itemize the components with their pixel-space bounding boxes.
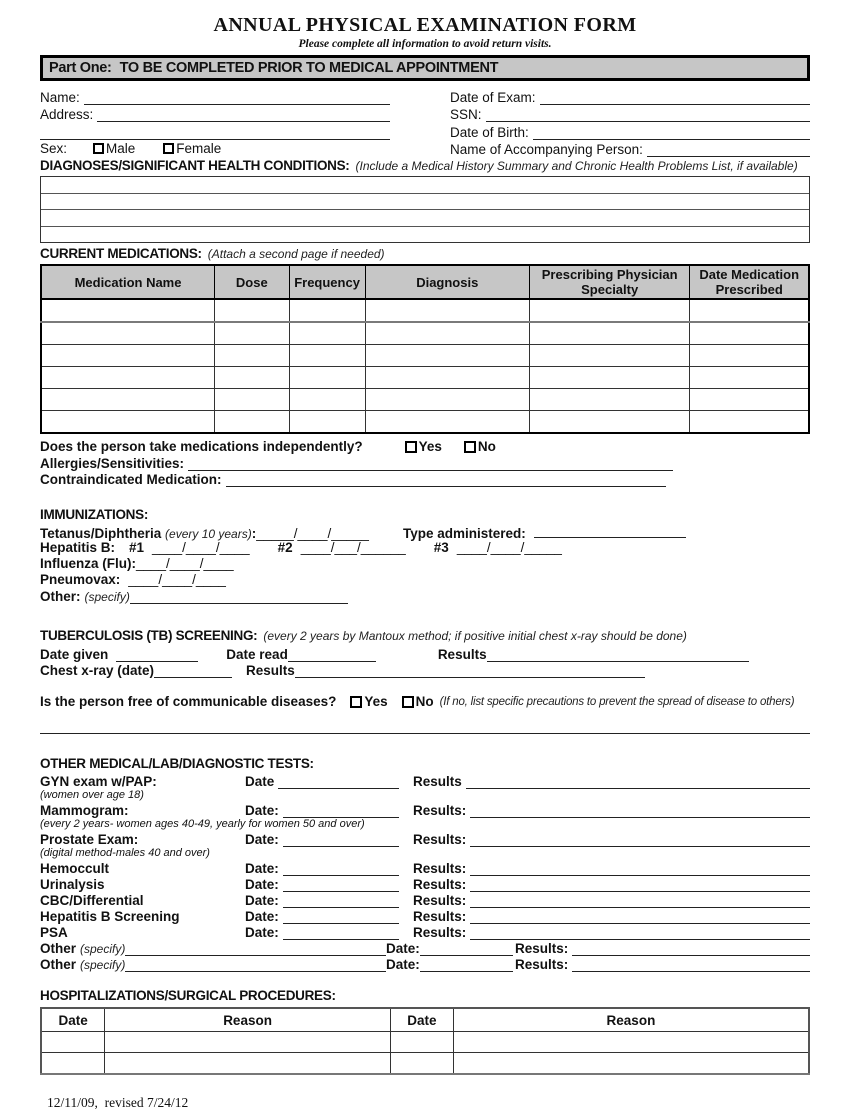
hospitalization-cell[interactable] xyxy=(390,1053,453,1075)
independent-yes-checkbox[interactable] xyxy=(405,441,417,453)
medication-cell[interactable] xyxy=(215,345,289,367)
hosp-col-date2: Date xyxy=(390,1008,453,1032)
medication-cell[interactable] xyxy=(289,389,365,411)
date-of-exam-label: Date of Exam: xyxy=(450,89,536,105)
medication-cell[interactable] xyxy=(215,367,289,389)
hospitalization-cell[interactable] xyxy=(105,1032,391,1053)
immunizations-other-field[interactable] xyxy=(130,590,348,604)
immunizations-heading: IMMUNIZATIONS: xyxy=(40,507,149,522)
mammogram-results-field[interactable] xyxy=(470,804,810,818)
independent-no-checkbox[interactable] xyxy=(464,441,476,453)
revision-date: 12/11/09, revised 7/24/12 xyxy=(47,1095,189,1110)
medication-cell[interactable] xyxy=(215,322,289,345)
ssn-label: SSN: xyxy=(450,107,482,122)
hep3-date-field[interactable]: ____/____/_____ xyxy=(456,540,562,555)
accompanying-person-label: Name of Accompanying Person: xyxy=(450,142,643,157)
medication-cell[interactable] xyxy=(529,322,690,345)
other-test-note: (specify) xyxy=(80,958,126,972)
medication-cell[interactable] xyxy=(365,389,529,411)
hospitalization-row xyxy=(41,1032,809,1053)
col-dose: Dose xyxy=(215,265,289,299)
female-checkbox[interactable] xyxy=(163,143,174,154)
urinalysis-date-label: Date: xyxy=(245,877,279,892)
form-subtitle: Please complete all information to avoid return visits. xyxy=(298,38,552,50)
medication-cell[interactable] xyxy=(215,411,289,434)
address-field-line2[interactable] xyxy=(40,126,390,140)
medication-cell[interactable] xyxy=(529,411,690,434)
col-date-prescribed: Date Medication Prescribed xyxy=(690,265,809,299)
tb-date-read-label: Date read xyxy=(226,646,288,662)
medications-note: (Attach a second page if needed) xyxy=(207,247,385,261)
hemoccult-results-field[interactable] xyxy=(470,862,810,876)
other-tests-heading: OTHER MEDICAL/LAB/DIAGNOSTIC TESTS: xyxy=(40,756,314,771)
diagnoses-box xyxy=(40,176,810,243)
date-of-birth-field[interactable] xyxy=(533,126,810,140)
hepb-results-field[interactable] xyxy=(470,910,810,924)
hospitalizations-table xyxy=(40,1007,810,1075)
gyn-date-label: Date xyxy=(245,774,275,789)
tetanus-colon: : xyxy=(251,526,257,541)
medication-cell[interactable] xyxy=(690,411,809,434)
medication-cell[interactable] xyxy=(690,299,809,322)
communicable-note: (If no, list specific precautions to prevent the spread of disease to others) xyxy=(439,695,795,708)
allergies-field[interactable] xyxy=(188,457,673,471)
communicable-precautions-field[interactable] xyxy=(40,721,810,734)
other-test-label: Other xyxy=(40,957,77,972)
tb-date-given-field[interactable] xyxy=(116,648,198,662)
col-prescribing-physician: Prescribing Physician Specialty xyxy=(529,265,690,299)
medication-cell[interactable] xyxy=(365,345,529,367)
date-of-exam-field[interactable] xyxy=(540,91,810,105)
medication-cell[interactable] xyxy=(365,367,529,389)
hemoccult-date-label: Date: xyxy=(245,861,279,876)
independent-no-label: No xyxy=(477,439,496,454)
medication-cell[interactable] xyxy=(529,299,690,322)
prostate-date-label: Date: xyxy=(245,832,279,847)
medications-table xyxy=(40,264,810,434)
communicable-no-label: No xyxy=(415,694,434,709)
tetanus-note: (every 10 years) xyxy=(165,527,252,541)
medication-cell[interactable] xyxy=(215,299,289,322)
male-checkbox[interactable] xyxy=(93,143,104,154)
other-test-results-field[interactable] xyxy=(572,942,810,956)
hospitalization-cell[interactable] xyxy=(453,1032,809,1053)
mammogram-note: (every 2 years- women ages 40-49, yearly for women 50 and over) xyxy=(40,818,365,830)
part-one-header-bar xyxy=(40,55,810,81)
form-title: ANNUAL PHYSICAL EXAMINATION FORM xyxy=(213,14,637,36)
cbc-date-field[interactable] xyxy=(283,894,399,908)
prostate-label: Prostate Exam: xyxy=(40,832,139,847)
address-field[interactable] xyxy=(97,108,390,122)
hospitalization-cell[interactable] xyxy=(390,1032,453,1053)
tb-results-field[interactable] xyxy=(487,648,749,662)
medication-cell[interactable] xyxy=(289,411,365,434)
ssn-field[interactable] xyxy=(486,108,810,122)
hospitalizations-heading: HOSPITALIZATIONS/SURGICAL PROCEDURES: xyxy=(40,988,336,1003)
col-diagnosis: Diagnosis xyxy=(365,265,529,299)
hospitalizations-header-row xyxy=(41,1008,809,1032)
urinalysis-date-field[interactable] xyxy=(283,878,399,892)
mammogram-results-label: Results: xyxy=(413,803,467,818)
urinalysis-results-label: Results: xyxy=(413,877,467,892)
hemoccult-results-label: Results: xyxy=(413,861,467,876)
hep2-label: #2 xyxy=(277,540,293,555)
other-test-date-label: Date: xyxy=(386,957,420,972)
contraindicated-field[interactable] xyxy=(226,473,666,487)
psa-results-field[interactable] xyxy=(470,926,810,940)
hepb-screening-label: Hepatitis B Screening xyxy=(40,909,180,924)
medication-cell[interactable] xyxy=(365,322,529,345)
other-tests-section xyxy=(40,756,810,972)
mammogram-label: Mammogram: xyxy=(40,803,129,818)
hepatitis-b-label: Hepatitis B: xyxy=(40,540,116,555)
other-test-field[interactable] xyxy=(125,942,386,956)
medication-cell[interactable] xyxy=(289,299,365,322)
tetanus-date-field[interactable]: _____/____/_____ xyxy=(256,526,369,541)
prostate-date-field[interactable] xyxy=(283,833,399,847)
communicable-yes-label: Yes xyxy=(364,694,388,709)
mammogram-date-field[interactable] xyxy=(283,804,399,818)
medication-row xyxy=(41,322,809,345)
medications-heading: CURRENT MEDICATIONS: xyxy=(40,246,202,261)
part-one-prefix: Part One: xyxy=(49,60,112,76)
medication-cell[interactable] xyxy=(289,345,365,367)
tb-results-label: Results xyxy=(437,646,487,662)
hep1-date-field[interactable]: ____/____/____ xyxy=(152,540,250,555)
patient-info-section xyxy=(40,87,810,157)
cbc-results-field[interactable] xyxy=(470,894,810,908)
medication-cell[interactable] xyxy=(690,345,809,367)
cbc-label: CBC/Differential xyxy=(40,893,144,908)
communicable-question: Is the person free of communicable diseases? xyxy=(40,694,337,709)
hemoccult-label: Hemoccult xyxy=(40,861,110,876)
medication-cell[interactable] xyxy=(690,389,809,411)
independent-yes-label: Yes xyxy=(418,439,442,454)
tb-chest-xray-label: Chest x-ray (date) xyxy=(40,663,155,678)
medication-cell[interactable] xyxy=(690,367,809,389)
hepb-date-label: Date: xyxy=(245,909,279,924)
medications-header-row xyxy=(41,265,809,299)
tetanus-label: Tetanus/Diphtheria xyxy=(40,526,162,541)
hep2-date-field[interactable]: ____/___/______ xyxy=(300,540,406,555)
medication-cell[interactable] xyxy=(529,389,690,411)
prostate-note: (digital method-males 40 and over) xyxy=(40,847,210,859)
tb-date-read-field[interactable] xyxy=(288,648,376,662)
immunizations-other-note: (specify) xyxy=(84,590,130,604)
hospitalization-cell[interactable] xyxy=(41,1053,105,1075)
tb-heading: TUBERCULOSIS (TB) SCREENING: xyxy=(40,628,258,643)
medication-cell[interactable] xyxy=(41,411,215,434)
other-test-date-field[interactable] xyxy=(420,958,513,972)
medication-cell[interactable] xyxy=(41,322,215,345)
other-test-results-field[interactable] xyxy=(572,958,810,972)
diagnoses-line[interactable] xyxy=(41,193,809,210)
tb-chest-xray-date-field[interactable] xyxy=(154,664,232,678)
hospitalization-cell[interactable] xyxy=(105,1053,391,1075)
male-label: Male xyxy=(106,140,136,156)
diagnoses-line[interactable] xyxy=(41,209,809,226)
type-administered-field[interactable] xyxy=(534,524,686,538)
col-frequency: Frequency xyxy=(289,265,365,299)
contraindicated-label: Contraindicated Medication: xyxy=(40,472,222,487)
tb-screening-section xyxy=(40,628,810,734)
hospitalization-row xyxy=(41,1053,809,1075)
other-test-results-label: Results: xyxy=(515,957,569,972)
diagnoses-line[interactable] xyxy=(41,177,809,193)
col-medication-name: Medication Name xyxy=(41,265,215,299)
hemoccult-date-field[interactable] xyxy=(283,862,399,876)
urinalysis-label: Urinalysis xyxy=(40,877,105,892)
part-one-title: TO BE COMPLETED PRIOR TO MEDICAL APPOINTMENT xyxy=(119,60,499,76)
gyn-date-field[interactable] xyxy=(278,775,399,789)
type-administered-label: Type administered: xyxy=(403,526,526,541)
medication-cell[interactable] xyxy=(215,389,289,411)
psa-results-label: Results: xyxy=(413,925,467,940)
pneumovax-label: Pneumovax: xyxy=(40,572,121,587)
diagnoses-note: (Include a Medical History Summary and Chronic Health Problems List, if available) xyxy=(355,159,798,173)
hep1-label: #1 xyxy=(129,540,145,555)
medication-row xyxy=(41,389,809,411)
cbc-date-label: Date: xyxy=(245,893,279,908)
medication-cell[interactable] xyxy=(41,299,215,322)
psa-date-label: Date: xyxy=(245,925,279,940)
female-label: Female xyxy=(176,140,222,156)
date-of-birth-label: Date of Birth: xyxy=(450,124,529,140)
medication-row xyxy=(41,299,809,322)
medications-independent-question: Does the person take medications independently? xyxy=(40,439,363,454)
hepb-results-label: Results: xyxy=(413,909,467,924)
medication-cell[interactable] xyxy=(365,299,529,322)
address-label: Address: xyxy=(40,107,94,122)
medication-cell[interactable] xyxy=(365,411,529,434)
name-field[interactable] xyxy=(84,91,390,105)
gyn-label: GYN exam w/PAP: xyxy=(40,774,157,789)
hospitalizations-section xyxy=(40,988,810,1075)
communicable-no-checkbox[interactable] xyxy=(402,696,414,708)
tb-note: (every 2 years by Mantoux method; if positive initial chest x-ray should be done) xyxy=(263,629,687,643)
medication-cell[interactable] xyxy=(41,345,215,367)
prostate-results-field[interactable] xyxy=(470,833,810,847)
medication-row xyxy=(41,345,809,367)
psa-date-field[interactable] xyxy=(283,926,399,940)
prostate-results-label: Results: xyxy=(413,832,467,847)
medication-cell[interactable] xyxy=(529,367,690,389)
gyn-results-field[interactable] xyxy=(466,775,810,789)
hosp-col-reason: Reason xyxy=(105,1008,391,1032)
medication-cell[interactable] xyxy=(529,345,690,367)
medication-cell[interactable] xyxy=(41,389,215,411)
tb-date-given-label: Date given xyxy=(40,646,109,662)
sex-label: Sex: xyxy=(40,140,68,156)
other-test-date-label: Date: xyxy=(386,941,420,956)
diagnoses-line[interactable] xyxy=(41,226,809,243)
tb-chest-results-label: Results xyxy=(246,663,295,678)
other-test-date-field[interactable] xyxy=(420,942,513,956)
medication-row xyxy=(41,411,809,434)
hospitalization-cell[interactable] xyxy=(453,1053,809,1075)
accompanying-person-field[interactable] xyxy=(647,143,810,157)
cbc-results-label: Results: xyxy=(413,893,467,908)
hosp-col-date: Date xyxy=(41,1008,105,1032)
other-test-note: (specify) xyxy=(80,942,126,956)
medication-cell[interactable] xyxy=(690,322,809,345)
hep3-label: #3 xyxy=(433,540,449,555)
hepb-date-field[interactable] xyxy=(283,910,399,924)
influenza-label: Influenza (Flu): xyxy=(40,556,136,571)
other-test-field[interactable] xyxy=(125,958,386,972)
other-test-results-label: Results: xyxy=(515,941,569,956)
name-label: Name: xyxy=(40,89,80,105)
medication-cell[interactable] xyxy=(289,367,365,389)
immunizations-section xyxy=(40,507,810,604)
gyn-note: (women over age 18) xyxy=(40,789,144,801)
pneumovax-date-field[interactable]: ____/____/____ xyxy=(128,572,226,587)
medication-row xyxy=(41,367,809,389)
other-test-label: Other xyxy=(40,941,77,956)
immunizations-other-label: Other: xyxy=(40,589,81,604)
mammogram-date-label: Date: xyxy=(245,803,279,818)
medication-cell[interactable] xyxy=(41,367,215,389)
tb-chest-results-field[interactable] xyxy=(295,664,645,678)
diagnoses-heading: DIAGNOSES/SIGNIFICANT HEALTH CONDITIONS: xyxy=(40,158,350,173)
urinalysis-results-field[interactable] xyxy=(470,878,810,892)
gyn-results-label: Results xyxy=(413,774,462,789)
influenza-date-field[interactable]: ____/____/____ xyxy=(135,556,234,571)
psa-label: PSA xyxy=(40,925,68,940)
communicable-yes-checkbox[interactable] xyxy=(350,696,362,708)
hospitalization-cell[interactable] xyxy=(41,1032,105,1053)
allergies-label: Allergies/Sensitivities: xyxy=(40,456,185,471)
medication-cell[interactable] xyxy=(289,322,365,345)
hosp-col-reason2: Reason xyxy=(453,1008,809,1032)
